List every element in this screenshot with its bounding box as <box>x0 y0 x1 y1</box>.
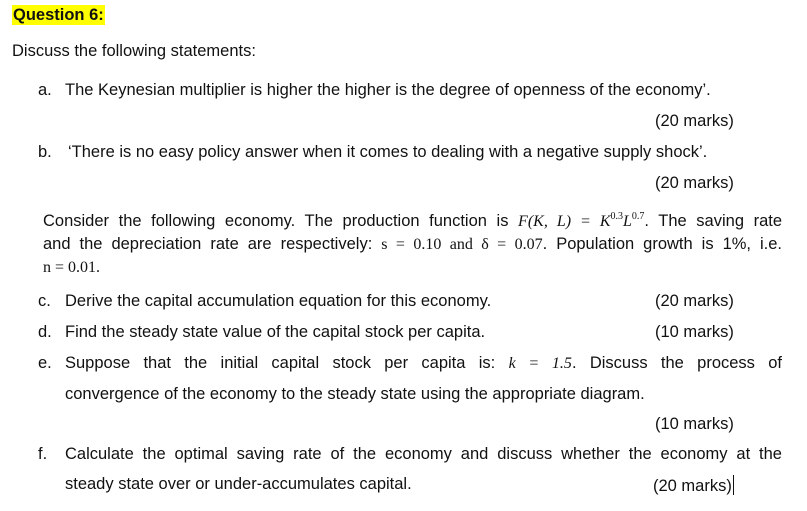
item-f-marks-wrap <box>653 475 734 496</box>
item-f-letter: f. <box>38 445 48 463</box>
item-a-text: The Keynesian multiplier is higher the higher is the degree of openness of the economy’. <box>65 81 711 99</box>
item-e-marks: (10 marks) <box>655 415 734 433</box>
item-a-marks: (20 marks) <box>655 112 734 130</box>
exponent-k: 0.3 <box>610 211 624 222</box>
item-e-line-1-end: . Discuss the process of <box>571 354 782 372</box>
item-a-letter: a. <box>38 81 52 99</box>
intro-text: Discuss the following statements: <box>12 42 256 60</box>
item-c-text: Derive the capital accumulation equation for this economy. <box>65 292 492 310</box>
item-b-letter: b. <box>38 143 52 161</box>
item-d-text: Find the steady state value of the capital stock per capita. <box>65 323 486 341</box>
item-e-letter: e. <box>38 354 52 372</box>
question-heading <box>11 5 106 26</box>
item-c-marks: (20 marks) <box>655 292 734 310</box>
k-value-text: k = 1.5 <box>508 355 572 372</box>
production-function <box>518 213 644 230</box>
item-f-marks: (20 marks) <box>653 477 732 495</box>
paragraph-line-1-end: . The saving rate <box>644 212 783 230</box>
item-b-text: ‘There is no easy policy answer when it comes to dealing with a negative supply shock’. <box>68 143 708 161</box>
item-e-line-1 <box>65 354 782 373</box>
exponent-l: 0.7 <box>631 211 645 222</box>
item-f-line-2: steady state over or under-accumulates capital. <box>65 475 412 493</box>
paragraph-line-1 <box>43 212 782 231</box>
paragraph-line-1-text: Consider the following economy. The production function is <box>43 212 509 230</box>
item-c-letter: c. <box>38 292 51 310</box>
item-e-line-1-text: Suppose that the initial capital stock per capita is: <box>65 354 496 372</box>
savings-depreciation-values: s = 0.10 and δ = 0.07 <box>381 236 543 253</box>
paragraph-line-3-end: . <box>96 259 101 276</box>
production-function-lhs: F(K, L) = K <box>518 213 611 230</box>
item-d-marks: (10 marks) <box>655 323 734 341</box>
paragraph-line-3 <box>43 258 100 277</box>
item-b-marks: (20 marks) <box>655 174 734 192</box>
paragraph-line-2 <box>43 235 782 254</box>
item-f-line-1: Calculate the optimal saving rate of the economy and discuss whether the economy at the <box>65 445 782 463</box>
population-growth-value: n = 0.01 <box>43 259 97 276</box>
production-function-l: L <box>623 213 632 230</box>
paragraph-line-2-end: . Population growth is 1%, i.e. <box>542 235 783 253</box>
text-cursor <box>733 475 734 495</box>
item-e-line-2: convergence of the economy to the steady state using the appropriate diagram. <box>65 385 645 403</box>
question-heading-text: Question 6: <box>13 6 104 24</box>
paragraph-line-2-text: and the depreciation rate are respectively: <box>43 235 373 253</box>
item-d-letter: d. <box>38 323 52 341</box>
k-value <box>509 355 572 372</box>
